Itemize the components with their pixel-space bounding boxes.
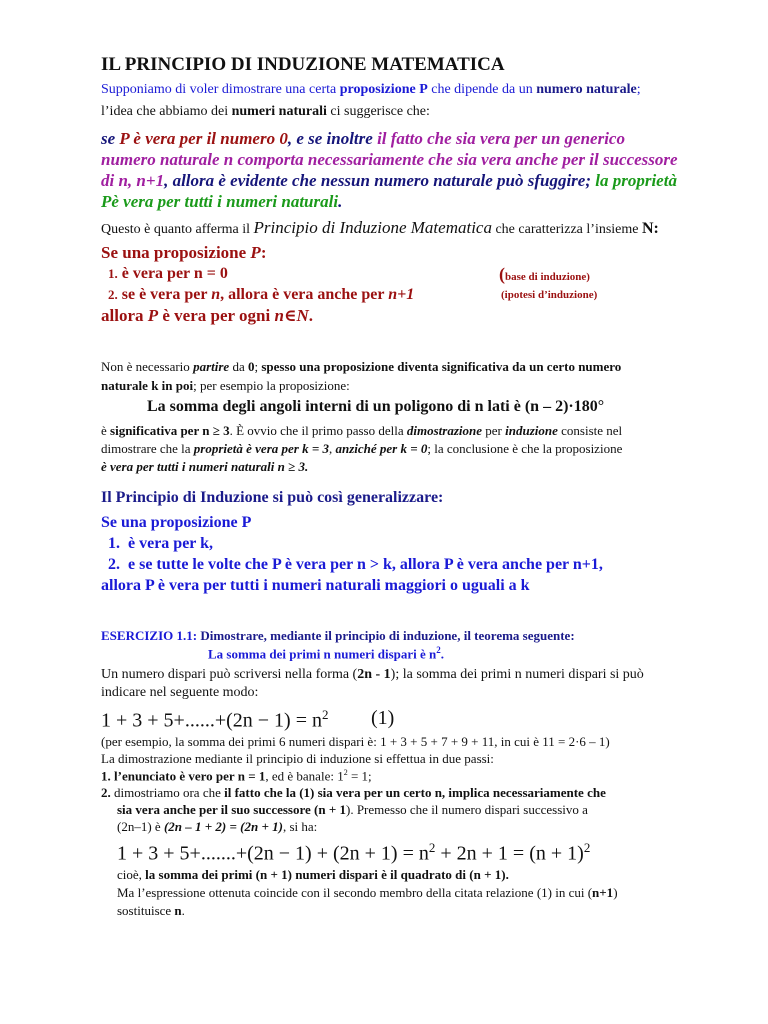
item-text: è vera per n = 0 — [121, 265, 228, 282]
item-number: 2. — [108, 287, 118, 302]
formula-exp: 2 — [583, 840, 591, 855]
page-title: IL PRINCIPIO DI INDUZIONE MATEMATICA — [101, 54, 505, 75]
principio-item-2 — [108, 286, 414, 304]
se-text: , e se inoltre — [287, 129, 378, 148]
intro-text: che dipende da un — [427, 82, 537, 97]
non-text: ; — [254, 359, 262, 374]
step-text: dimostriamo ora che — [114, 785, 225, 800]
numeri-naturali-term: numeri naturali — [231, 104, 327, 119]
proposizione-term: proposizione P — [339, 82, 428, 97]
principio-head — [101, 243, 266, 263]
dispari-line-2: indicare nel seguente modo: — [101, 685, 259, 700]
se-text: . — [338, 192, 343, 211]
non-text: spesso una proposizione diventa significativa da un certo numero — [261, 359, 622, 374]
intro-line-2 — [101, 104, 430, 120]
theorem-exp: 2 — [436, 645, 441, 655]
step-text: (2n – 1 + 2) = (2n + 1) — [163, 819, 283, 834]
set-n: N: — [641, 220, 659, 237]
signif-text: , — [328, 441, 336, 456]
step-number: 1. — [101, 768, 111, 784]
sost-text: sostituisce — [117, 903, 175, 918]
formula-text: 1 + 3 + 5+......+(2n − 1) = n — [101, 709, 322, 732]
sost-text: . — [181, 903, 185, 918]
step-exp: 2 — [343, 768, 348, 777]
note-text: base di induzione) — [505, 271, 590, 283]
concl-text: N — [296, 306, 309, 325]
step-1 — [101, 768, 372, 784]
concl-text: ∈ — [283, 306, 297, 325]
step-text: = 1; — [347, 768, 372, 784]
se-line-1 — [101, 129, 625, 149]
sostituisce-line — [117, 903, 185, 919]
esercizio-text: Dimostrare, mediante il principio di induzione, il teorema seguente: — [197, 628, 575, 643]
intro-text: l’idea che abbiamo dei — [101, 104, 232, 119]
formula-text: + 2n + 1 = (n + 1) — [435, 842, 584, 865]
ma-text: Ma l’espressione ottenuta coincide con il secondo membro della citata relazione (1) in cui ( — [117, 885, 593, 900]
non-text: partire — [193, 359, 230, 374]
signif-text: anziché per k = 0 — [335, 441, 428, 456]
step-text: l’enunciato è vero per n = 1 — [114, 768, 266, 784]
se-text: P è vera per il numero 0 — [119, 129, 288, 148]
non-text: Non è necessario — [101, 359, 194, 374]
theorem-text: . — [440, 646, 444, 662]
se-line-4 — [101, 192, 342, 212]
dispari-text: 2n - 1 — [357, 667, 391, 682]
step-text: , ed è banale: 1 — [265, 768, 344, 784]
non-line-1 — [101, 359, 621, 375]
item-text: n — [211, 286, 221, 303]
se-text: il fatto che sia vera per un generico — [377, 129, 625, 148]
step-text: sia vera anche per il suo successore (n + 1 — [117, 802, 346, 817]
se-text: , allora è evidente che nessun numero naturale può sfuggire; — [164, 171, 596, 190]
se-text: di n, n+1 — [101, 171, 165, 190]
general-se: Se una proposizione P — [101, 514, 252, 531]
item-text: , allora è vera anche per — [220, 286, 389, 303]
principio-text: : — [260, 243, 267, 262]
signif-text: proprietà è vera per k = 3 — [193, 441, 329, 456]
se-line-3 — [101, 171, 677, 191]
base-note — [499, 264, 590, 285]
principio-item-1 — [108, 265, 228, 283]
formula-exp: 2 — [322, 707, 329, 722]
formula-exp: 2 — [428, 840, 436, 855]
concl-text: è vera per ogni — [158, 306, 275, 325]
item-number: 1. — [108, 266, 118, 281]
general-item-2 — [108, 556, 603, 574]
item-text: e se tutte le volte che P è vera per n > k, allora P è vera anche per n+1, — [128, 556, 603, 573]
signif-line-1 — [101, 423, 622, 439]
principio-text: Se una proposizione — [101, 243, 251, 262]
item-text: se è vera per — [121, 286, 212, 303]
se-text: se — [101, 129, 120, 148]
somma-angoli: La somma degli angoli interni di un poligono di n lati è (n – 2)·180° — [147, 398, 605, 415]
esercizio-label: ESERCIZIO 1.1: — [101, 628, 198, 643]
cioe-text: la somma dei primi (n + 1) numeri dispari è il quadrato di (n + 1). — [145, 867, 509, 882]
signif-text: dimostrare che la — [101, 441, 194, 456]
formula-text: 1 + 3 + 5+.......+(2n − 1) + (2n + 1) = n — [117, 842, 429, 865]
concl-text: P — [147, 306, 159, 325]
concl-text: allora — [101, 306, 148, 325]
questo-text: che caratterizza l’insieme — [491, 222, 642, 237]
signif-text: dimostrazione — [406, 423, 483, 438]
intro-text: ci suggerisce che: — [326, 104, 430, 119]
step-2-line-1 — [101, 785, 606, 801]
item-text: n+1 — [388, 286, 415, 303]
signif-line-2 — [101, 441, 622, 457]
intro-text: Supponiamo di voler dimostrare una certa — [101, 82, 340, 97]
questo-text: Questo è quanto afferma il — [101, 222, 254, 237]
dispari-text: Un numero dispari può scriversi nella forma ( — [101, 667, 358, 682]
step-2-line-2 — [117, 802, 588, 818]
intro-line-1 — [101, 82, 641, 98]
item-text: è vera per k, — [128, 535, 214, 552]
concl-text: n — [274, 306, 284, 325]
non-line-2 — [101, 378, 350, 394]
ma-text: ) — [613, 885, 618, 900]
dimostrazione-line: La dimostrazione mediante il principio di induzione si effettua in due passi: — [101, 751, 494, 766]
numero-naturale-term: numero naturale — [536, 82, 637, 97]
non-text: naturale k in poi — [101, 378, 194, 393]
signif-text: per — [482, 423, 506, 438]
se-line-2: numero naturale n comporta necessariamente che sia vera anche per il successore — [101, 150, 678, 169]
dispari-text: ); la somma dei primi n numeri dispari si può — [390, 667, 644, 682]
theorem-text: La somma dei primi n numeri dispari è n — [208, 646, 437, 662]
signif-text: è — [101, 423, 111, 438]
cioe-text: cioè, — [117, 867, 146, 882]
ipotesi-note: (ipotesi d’induzione) — [501, 289, 598, 301]
signif-line-3: è vera per tutti i numeri naturali n ≥ 3. — [101, 459, 309, 474]
step-text: (2n–1) è — [117, 819, 164, 834]
item-number: 2. — [108, 556, 120, 573]
item-number: 1. — [108, 535, 120, 552]
signif-text: consiste nel — [557, 423, 623, 438]
questo-line — [101, 218, 659, 238]
esercizio-theorem — [208, 645, 444, 662]
principio-term: Principio di Induzione Matematica — [253, 218, 492, 237]
general-item-1 — [108, 535, 213, 553]
signif-text: significativa per n ≥ 3 — [110, 423, 230, 438]
formula-1 — [101, 707, 329, 733]
ma-text: n+1 — [592, 885, 614, 900]
signif-text: ; la conclusione è che la proposizione — [427, 441, 623, 456]
cioe-line — [117, 867, 509, 883]
formula-2 — [117, 840, 590, 866]
principio-conclusion — [101, 306, 313, 326]
step-2-line-3 — [117, 819, 317, 835]
concl-text: . — [308, 306, 314, 325]
non-text: ; per esempio la proposizione: — [193, 378, 350, 393]
ma-line — [117, 885, 618, 901]
se-text: la proprietà — [595, 171, 677, 190]
paren: ( — [499, 264, 505, 284]
principio-p: P — [250, 243, 261, 262]
example-line: (per esempio, la somma dei primi 6 numeri dispari è: 1 + 3 + 5 + 7 + 9 + 11, in cui è 11 = 2·6 – 1) — [101, 734, 610, 749]
dispari-line-1 — [101, 667, 644, 683]
general-head: Il Principio di Induzione si può così generalizzare: — [101, 489, 444, 506]
general-conclusion: allora P è vera per tutti i numeri naturali maggiori o uguali a k — [101, 577, 530, 594]
non-text: da — [229, 359, 248, 374]
signif-text: induzione — [505, 423, 558, 438]
intro-text: ; — [636, 82, 641, 97]
step-text: , si ha: — [282, 819, 318, 834]
step-text: il fatto che la (1) sia vera per un certo n, implica necessariamente che — [224, 785, 606, 800]
step-number: 2. — [101, 785, 111, 800]
step-text: ). Premesso che il numero dispari successivo a — [346, 802, 588, 817]
non-text: 0 — [247, 359, 255, 374]
sost-text: n — [174, 903, 182, 918]
esercizio-line — [101, 628, 575, 644]
formula-1-tag: (1) — [371, 707, 395, 729]
se-text: Pè vera per tutti i numeri naturali — [101, 192, 339, 211]
signif-text: . È ovvio che il primo passo della — [229, 423, 407, 438]
